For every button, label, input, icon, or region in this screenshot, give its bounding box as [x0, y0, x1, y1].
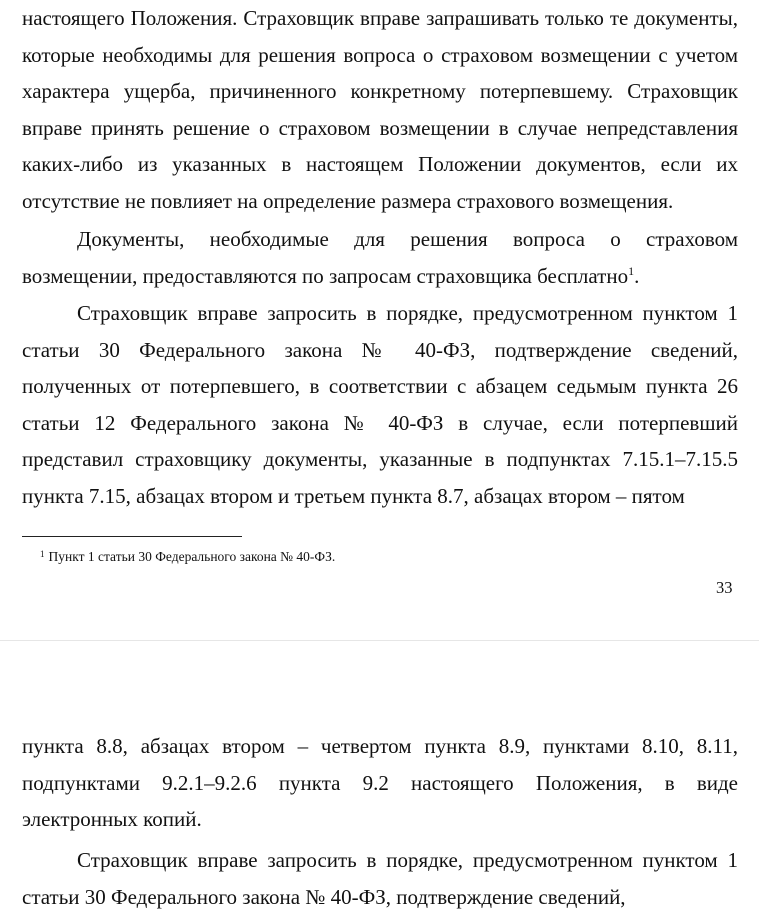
paragraph-documents-free: Документы, необходимые для решения вопроса о страховом возмещении, предоставляются по запросам страховщика бесплатно$^1$. — [22, 227, 738, 288]
page-number: 33 — [716, 578, 733, 597]
paragraph-continuation: пункта 8.8, абзацах втором – четвертом пункта 8.9, пунктами 8.10, 8.11, подпунктами 9.2.1–9.2.6 пункта 9.2 настоящего Положения, в виде электронных копий. — [22, 734, 738, 831]
footnote-marker: 1 — [40, 549, 45, 559]
document-page-34 — [0, 650, 759, 911]
paragraph-confirmation-request: Страховщик вправе запросить в порядке, предусмотренном пунктом 1 статьи 30 Федерального закона № 40-ФЗ, подтверждение сведений, полученных от потерпевшего, в соответствии с абзацем седьмым пункта 26 статьи 12 Федерального закона № 40-ФЗ в случае, если потерпевший представил страховщику документы, указанные в подпунктах 7.15.1–7.15.5 пункта 7.15, абзацах втором и третьем пункта 8.7, абзацах втором – пятом — [22, 301, 738, 508]
footnote — [40, 548, 335, 566]
paragraph-confirmation-request-2: Страховщик вправе запросить в порядке, предусмотренном пунктом 1 статьи 30 Федерального закона № 40-ФЗ, подтверждение сведений, — [22, 848, 738, 909]
footnote-text: Пункт 1 статьи 30 Федерального закона № 40-ФЗ. — [48, 549, 336, 564]
paragraph-document-requests: настоящего Положения. Страховщик вправе запрашивать только те документы, которые необходимы для решения вопроса о страховом возмещении с учетом характера ущерба, причиненного конкретному потерпевшему. Страховщик вправе принять решение о страховом возмещении в случае непредставления каких-либо из указанных в настоящем Положении документов, если их отсутствие не повлияет на определение размера страхового возмещения. — [22, 6, 738, 213]
paragraph-documents-free-text: Документы, необходимые для решения вопроса о страховом возмещении, предоставляются по запросам страховщика бесплатно — [22, 227, 738, 288]
footnote-reference[interactable]: 1 — [628, 263, 635, 278]
footnote-separator — [22, 536, 242, 537]
